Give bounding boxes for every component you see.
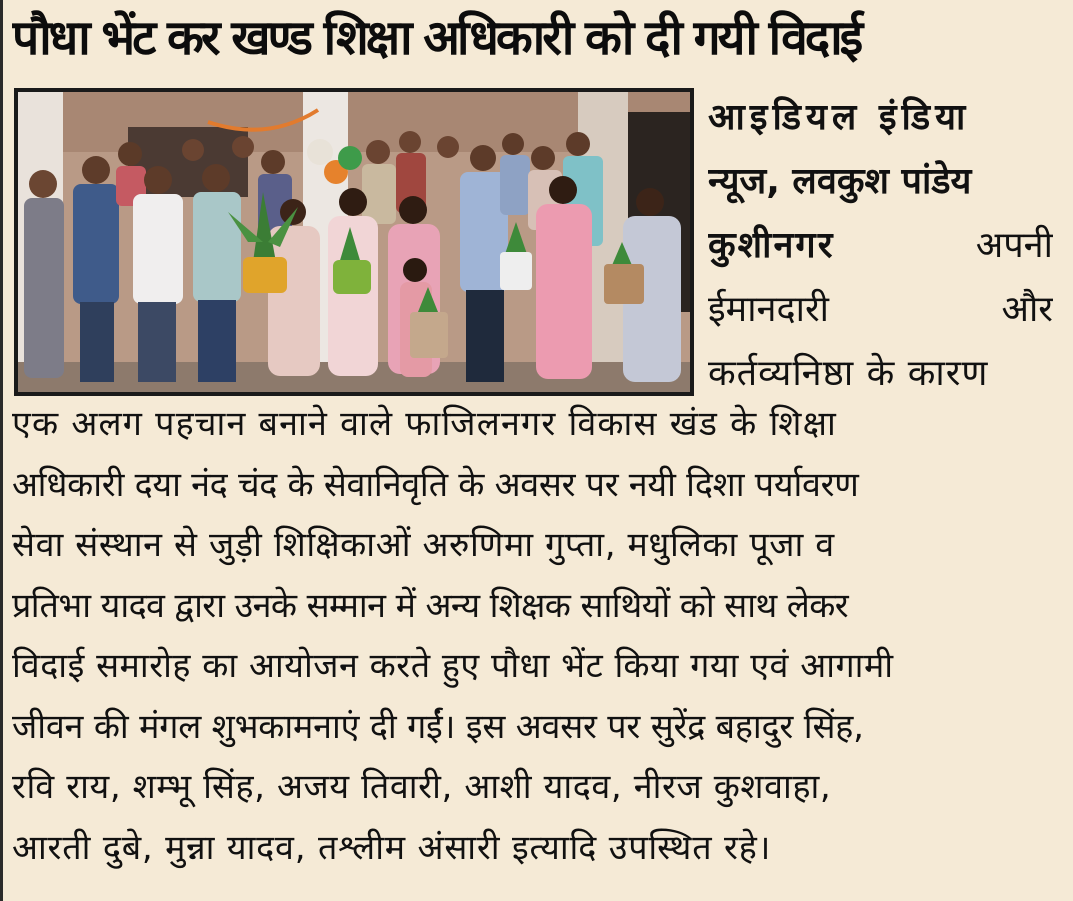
byline-line-3	[708, 214, 1053, 278]
byline-publication: आइडियल इंडिया	[708, 97, 971, 138]
byline-column	[708, 86, 1053, 406]
body-line-2: अधिकारी दया नंद चंद के सेवानिवृति के अवसर पर नयी दिशा पर्यावरण	[12, 464, 859, 505]
body-line-1: एक अलग पहचान बनाने वाले फाजिलनगर विकास खंड के शिक्षा	[12, 404, 837, 444]
side-line-4-end: और	[1001, 289, 1053, 330]
dateline-place: कुशीनगर	[708, 225, 835, 266]
side-line-4-start: ईमानदारी	[708, 289, 829, 330]
page-left-border	[0, 0, 3, 901]
body-line-4: प्रतिभा यादव द्वारा उनके सम्मान में अन्य शिक्षक साथियों को साथ लेकर	[12, 585, 849, 626]
dateline-following-word: अपनी	[975, 225, 1053, 266]
article-headline: पौधा भेंट कर खण्ड शिक्षा अधिकारी को दी गयी विदाई	[12, 10, 861, 66]
body-line-6: जीवन की मंगल शुभकामनाएं दी गईं। इस अवसर पर सुरेंद्र बहादुर सिंह,	[12, 706, 864, 747]
article-body	[12, 394, 1057, 878]
body-line-3: सेवा संस्थान से जुड़ी शिक्षिकाओं अरुणिमा गुप्ता, मधुलिका पूजा व	[12, 525, 835, 565]
side-line-4	[708, 278, 1053, 342]
byline-line-2	[708, 150, 1053, 214]
body-line-8: आरती दुबे, मुन्ना यादव, तश्लीम अंसारी इत्यादि उपस्थित रहे।	[12, 827, 772, 868]
body-line-5: विदाई समारोह का आयोजन करते हुए पौधा भेंट किया गया एवं आगामी	[12, 646, 894, 686]
byline-line-1	[708, 86, 1053, 150]
body-line-7: रवि राय, शम्भू सिंह, अजय तिवारी, आशी यादव, नीरज कुशवाहा,	[12, 767, 832, 807]
byline-reporter: न्यूज, लवकुश पांडेय	[708, 161, 972, 202]
side-line-5-text: कर्तव्यनिष्ठा के कारण	[708, 353, 989, 394]
group-photo	[14, 88, 694, 396]
